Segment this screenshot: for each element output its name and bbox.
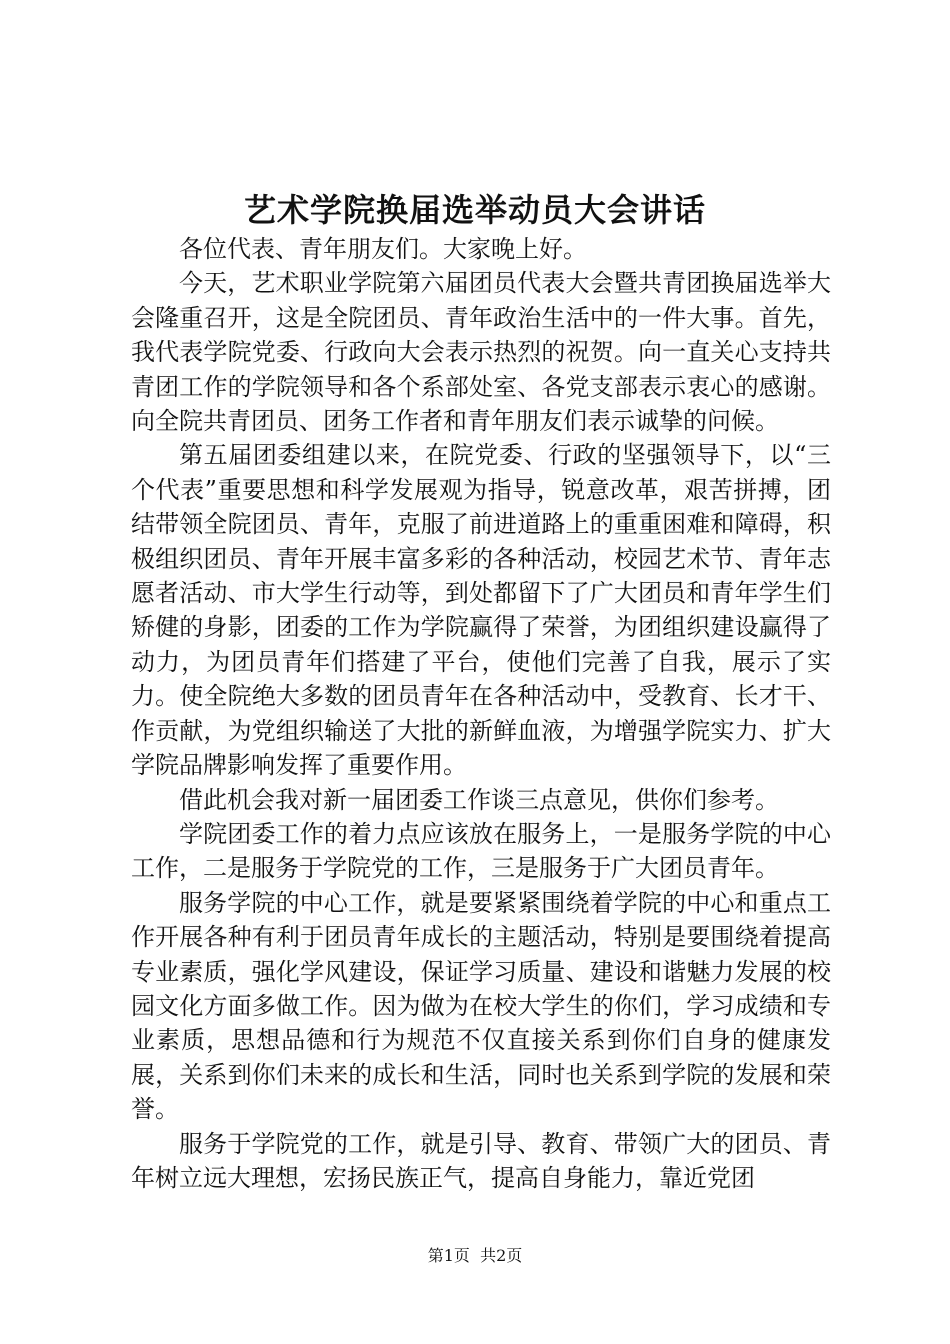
footer-separator (470, 1246, 480, 1265)
paragraph-achievements: 第五届团委组建以来，在院党委、行政的坚强领导下，以“三个代表”重要思想和科学发展观为指导，锐意改革，艰苦拼搏，团结带领全院团员、青年，克服了前进道路上的重重困难和障碍，积极组织团员、青年开展丰富多彩的各种活动，校园艺术节、青年志愿者活动、市大学生行动等，到处都留下了广大团员和青年学生们矫健的身影，团委的工作为学院赢得了荣誉，为团组织建设赢得了动力，为团员青年们搭建了平台，使他们完善了自我，展示了实力。使全院绝大多数的团员青年在各种活动中，受教育、长才干、作贡献，为党组织输送了大批的新鲜血液，为增强学院实力、扩大学院品牌影响发挥了重要作用。 (131, 441, 831, 780)
page-footer (0, 1244, 950, 1268)
paragraph-three-points: 借此机会我对新一届团委工作谈三点意见，供你们参考。 (179, 785, 779, 814)
document-title: 艺术学院换届选举动员大会讲话 (243, 191, 706, 229)
paragraph-party-work: 服务于学院党的工作，就是引导、教育、带领广大的团员、青年树立远大理想，宏扬民族正气，提高自身能力，靠近党团 (131, 1129, 831, 1192)
paragraph-opening: 今天，艺术职业学院第六届团员代表大会暨共青团换届选举大会隆重召开，这是全院团员、青年政治生活中的一件大事。首先，我代表学院党委、行政向大会表示热烈的祝贺。向一直关心支持共青团工作的学院领导和各个系部处室、各党支部表示衷心的感谢。向全院共青团员、团务工作者和青年朋友们表示诚挚的问候。 (131, 269, 831, 436)
paragraph-central-work: 服务学院的中心工作，就是要紧紧围绕着学院的中心和重点工作开展各种有利于团员青年成长的主题活动，特别是要围绕着提高专业素质，强化学风建设，保证学习质量、建设和谐魅力发展的校园文化方面多做工作。因为做为在校大学生的你们，学习成绩和专业素质，思想品德和行为规范不仅直接关系到你们自身的健康发展，关系到你们未来的成长和生活，同时也关系到学院的发展和荣誉。 (131, 888, 831, 1124)
document-body (131, 232, 831, 1195)
page-total: 共2页 (480, 1246, 523, 1265)
paragraph-service-focus: 学院团委工作的着力点应该放在服务上，一是服务学院的中心工作，二是服务于学院党的工作，三是服务于广大团员青年。 (131, 819, 831, 883)
page-number: 第1页 (427, 1246, 470, 1265)
paragraph-greeting: 各位代表、青年朋友们。大家晚上好。 (179, 235, 587, 263)
